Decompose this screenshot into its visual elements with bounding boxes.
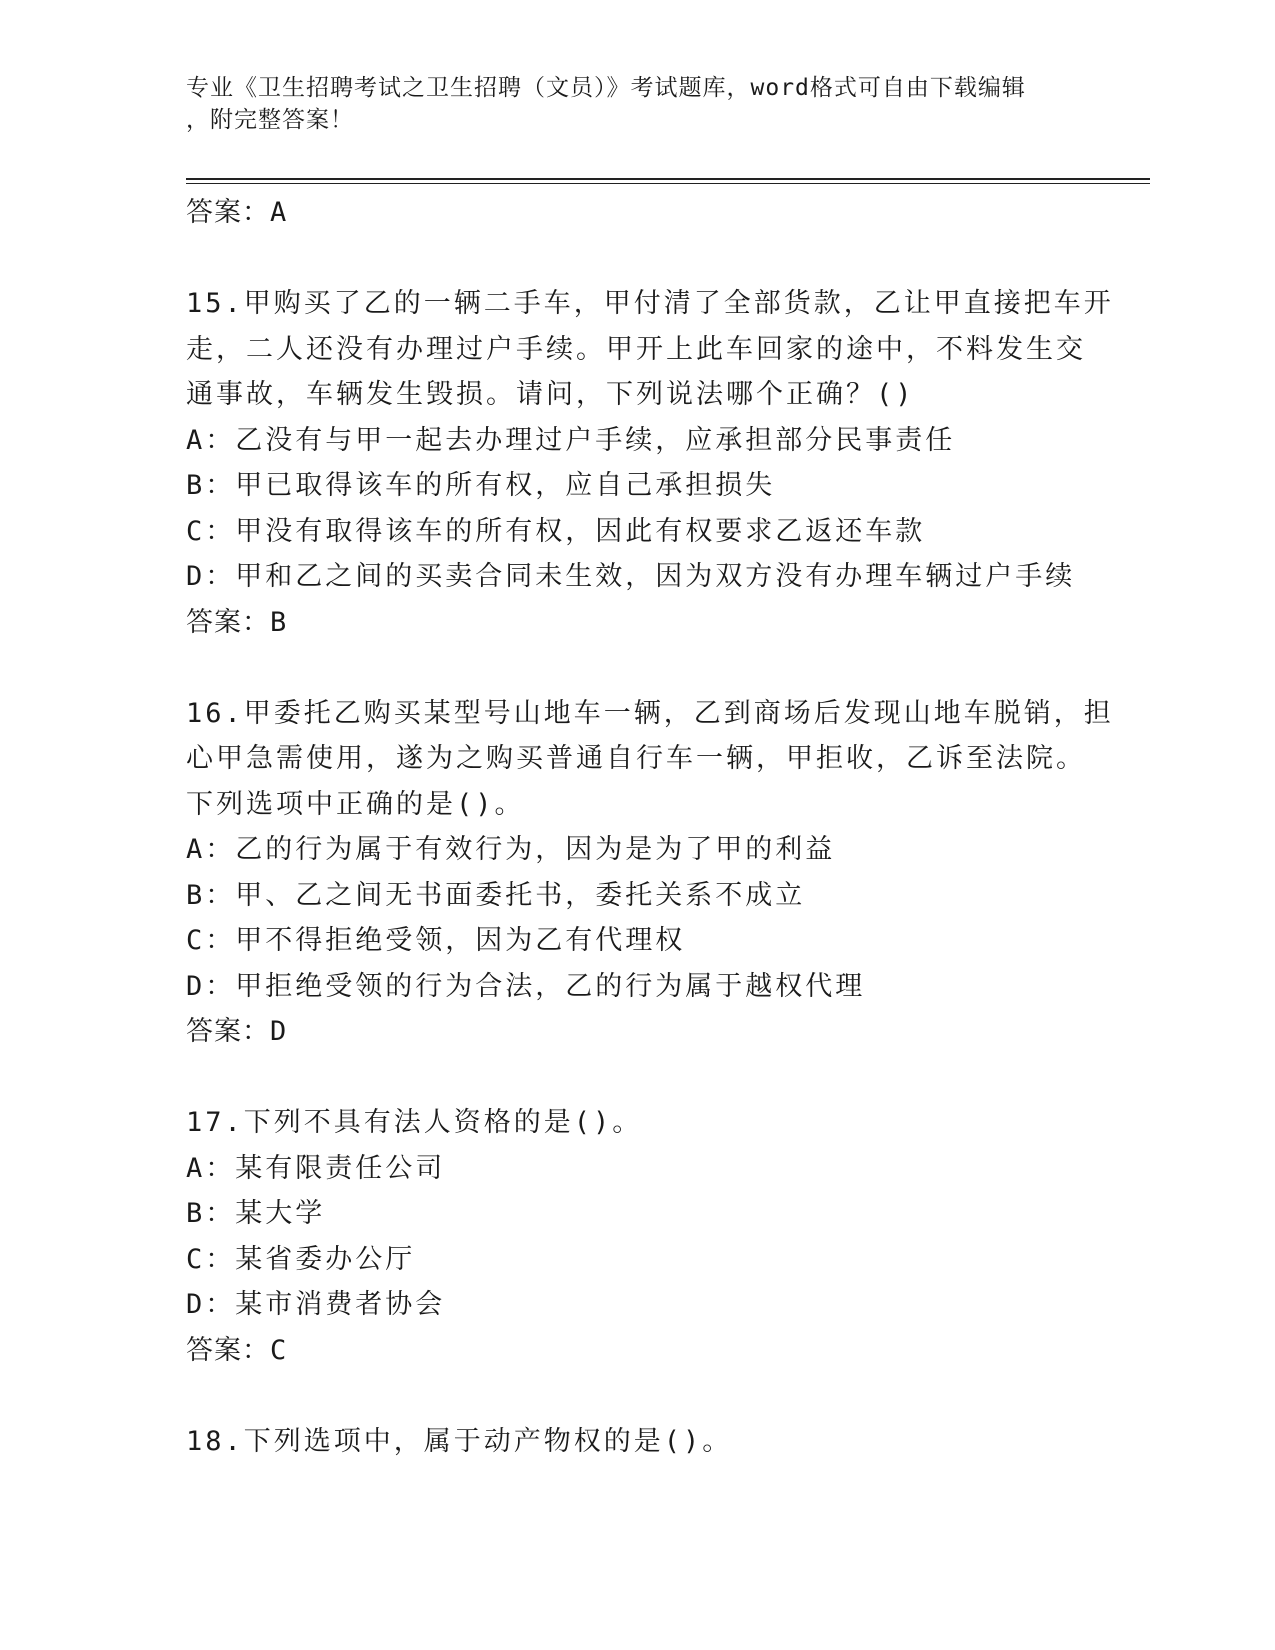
page-header	[186, 72, 1066, 136]
option-c: C：甲不得拒绝受领，因为乙有代理权	[186, 925, 686, 956]
question-stem-line: 15.甲购买了乙的一辆二手车，甲付清了全部货款，乙让甲直接把车开	[186, 288, 1114, 319]
option-a: A：乙的行为属于有效行为，因为是为了甲的利益	[186, 834, 836, 865]
option-c: C：某省委办公厅	[186, 1243, 416, 1275]
question-18	[186, 1419, 1076, 1465]
question-stem-line: 17.下列不具有法人资格的是()。	[186, 1107, 643, 1138]
header-line-1: 专业《卫生招聘考试之卫生招聘（文员）》考试题库，word格式可自由下载编辑	[186, 75, 1026, 101]
answer: 答案：D	[186, 1016, 288, 1047]
option-b: B：甲已取得该车的所有权，应自己承担损失	[186, 470, 776, 501]
option-d: D：甲和乙之间的买卖合同未生效，因为双方没有办理车辆过户手续	[186, 561, 1076, 592]
option-d: D：某市消费者协会	[186, 1289, 446, 1320]
spacer	[186, 1055, 1076, 1101]
option-b: B：甲、乙之间无书面委托书，委托关系不成立	[186, 879, 806, 911]
option-a: A：某有限责任公司	[186, 1152, 446, 1184]
question-stem-line: 16.甲委托乙购买某型号山地车一辆，乙到商场后发现山地车脱销，担	[186, 697, 1114, 729]
question-list	[186, 190, 1114, 1464]
question-stem-line: 走，二人还没有办理过户手续。甲开上此车回家的途中，不料发生交	[186, 333, 1086, 365]
question-stem-line: 下列选项中正确的是()。	[186, 788, 525, 820]
option-a: A：乙没有与甲一起去办理过户手续，应承担部分民事责任	[186, 424, 956, 456]
question-16	[186, 691, 1114, 1055]
spacer	[186, 645, 1076, 691]
spacer	[186, 1373, 1076, 1419]
spacer	[186, 236, 1076, 282]
question-stem-line: 心甲急需使用，遂为之购买普通自行车一辆，甲拒收，乙诉至法院。	[186, 743, 1086, 774]
header-rule-thick	[186, 178, 1150, 180]
question-17	[186, 1100, 1076, 1373]
answer: 答案：B	[186, 606, 288, 638]
option-c: C：甲没有取得该车的所有权，因此有权要求乙返还车款	[186, 515, 926, 547]
header-line-2: ，附完整答案！	[186, 107, 354, 133]
option-b: B：某大学	[186, 1198, 326, 1229]
previous-answer: 答案：A	[186, 197, 288, 228]
option-d: D：甲拒绝受领的行为合法，乙的行为属于越权代理	[186, 970, 866, 1002]
header-rule-thin	[186, 183, 1150, 184]
question-stem-line: 通事故，车辆发生毁损。请问，下列说法哪个正确？()	[186, 379, 915, 410]
question-stem-line: 18.下列选项中，属于动产物权的是()。	[186, 1425, 733, 1457]
answer: 答案：C	[186, 1334, 288, 1366]
question-15	[186, 281, 1114, 645]
